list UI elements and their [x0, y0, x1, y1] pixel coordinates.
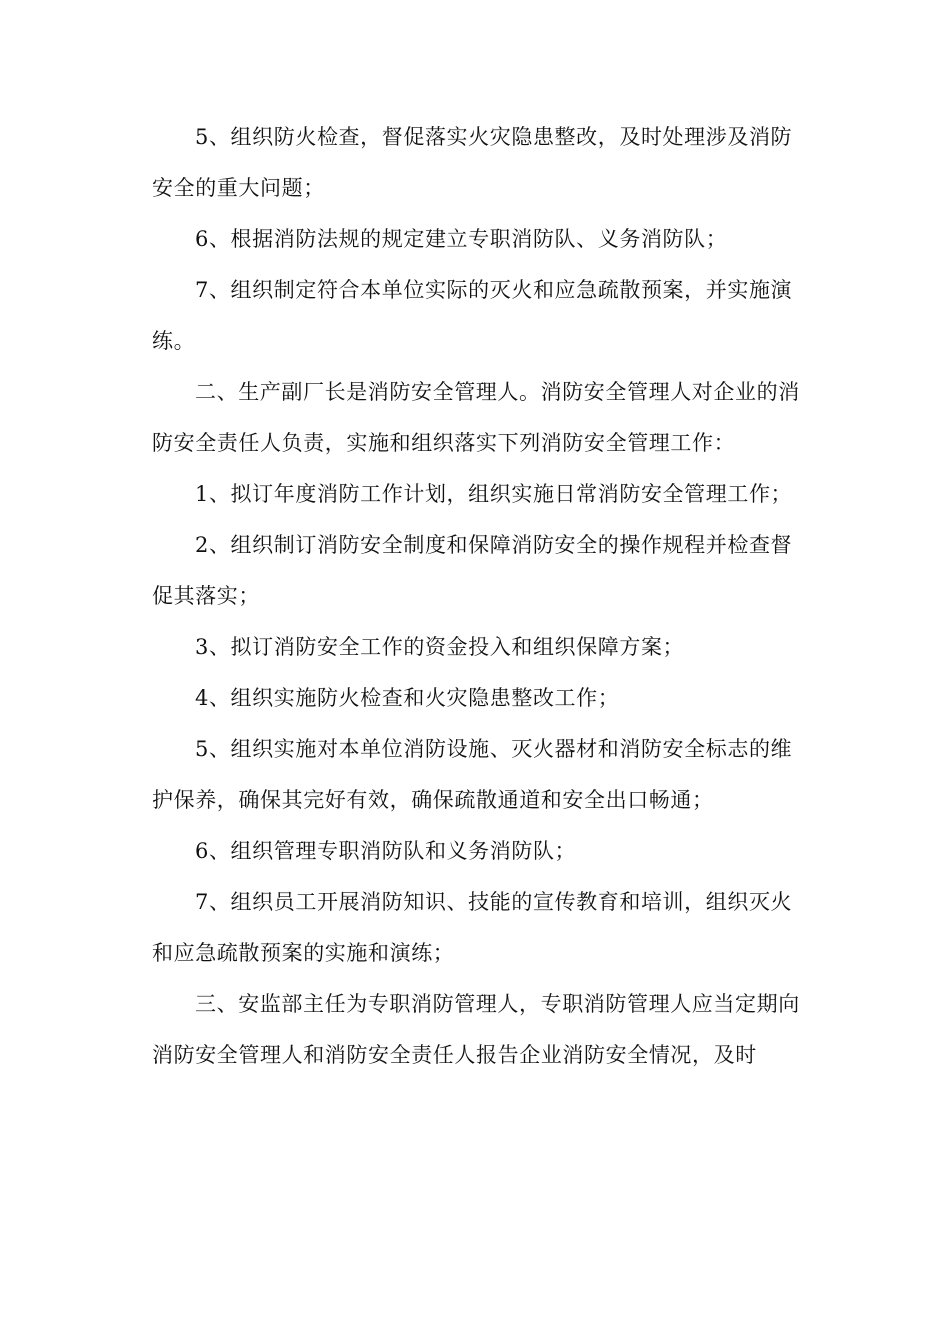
paragraph-item-2-safety-rules: 2、组织制订消防安全制度和保障消防安全的操作规程并检查督促其落实；	[152, 533, 793, 608]
paragraph-section-three: 三、安监部主任为专职消防管理人，专职消防管理人应当定期向消防安全管理人和消防安全责任人报告企业消防安全情况，及时	[152, 992, 800, 1067]
paragraph-item-5-maintenance: 5、组织实施对本单位消防设施、灭火器材和消防安全标志的维护保养，确保其完好有效，确保疏散通道和安全出口畅通；	[152, 737, 793, 812]
paragraph-item-4-inspection: 4、组织实施防火检查和火灾隐患整改工作；	[195, 686, 620, 710]
paragraph-item-3-funding: 3、拟订消防安全工作的资金投入和组织保障方案；	[195, 635, 685, 659]
paragraph-item-7-training: 7、组织员工开展消防知识、技能的宣传教育和培训，组织灭火和应急疏散预案的实施和演练；	[152, 890, 793, 965]
document-body	[152, 112, 802, 1081]
paragraph-item-6-fire-brigade: 6、根据消防法规的规定建立专职消防队、义务消防队；	[195, 227, 728, 251]
paragraph-section-two: 二、生产副厂长是消防安全管理人。消防安全管理人对企业的消防安全责任人负责，实施和组织落实下列消防安全管理工作：	[152, 380, 800, 455]
paragraph-item-6-brigade-management: 6、组织管理专职消防队和义务消防队；	[195, 839, 577, 863]
paragraph-item-5-fire-inspection: 5、组织防火检查，督促落实火灾隐患整改，及时处理涉及消防安全的重大问题；	[152, 125, 793, 200]
paragraph-item-1-annual-plan: 1、拟订年度消防工作计划，组织实施日常消防安全管理工作；	[195, 482, 793, 506]
paragraph-item-7-evacuation-plan: 7、组织制定符合本单位实际的灭火和应急疏散预案，并实施演练。	[152, 278, 793, 353]
